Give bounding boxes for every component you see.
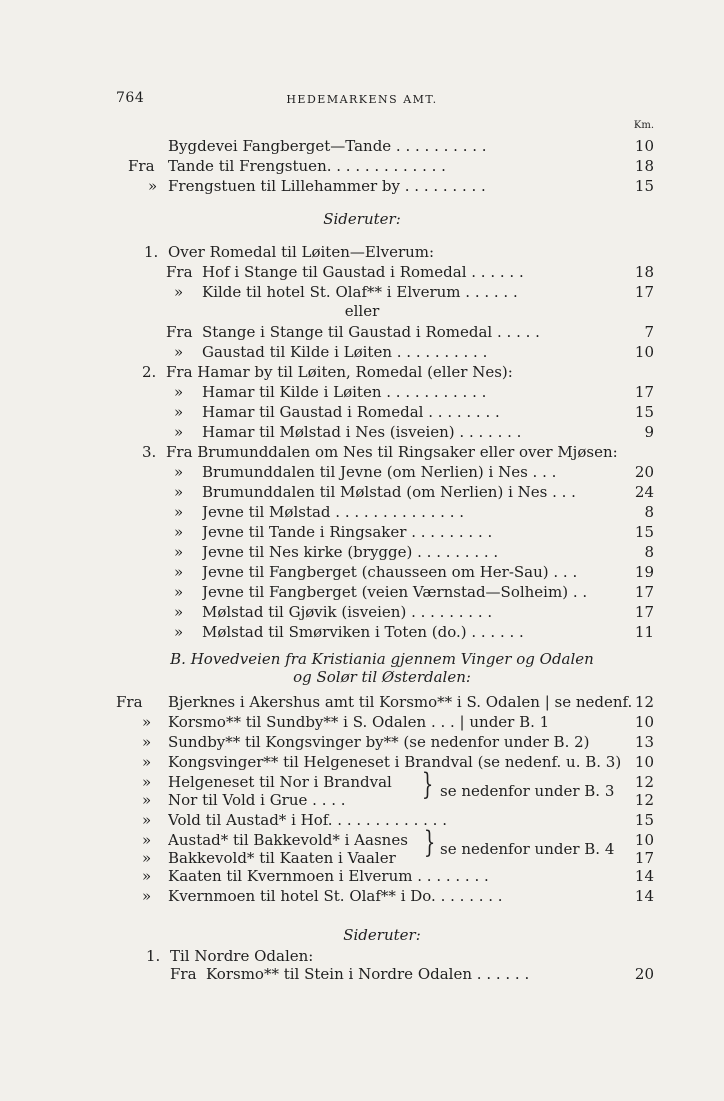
row-prefix: »	[174, 403, 184, 421]
brace-note: se nedenfor under B. 4	[440, 840, 615, 858]
row-prefix: »	[142, 791, 152, 809]
table-row	[166, 282, 654, 302]
row-text: Jevne til Fangberget (chausseen om Her-Sau) . . .	[202, 563, 578, 581]
table-row	[166, 542, 654, 562]
row-km: 20	[634, 965, 654, 983]
row-text: Austad* til Bakkevold* i Aasnes	[168, 831, 408, 849]
row-prefix: »	[142, 867, 152, 885]
running-title: HEDEMARKENS AMT.	[286, 93, 438, 106]
row-km: 24	[634, 483, 654, 501]
route-number: 1.	[144, 243, 159, 261]
row-prefix: »	[142, 733, 152, 751]
km-unit-label: Km.	[633, 120, 654, 131]
row-km: 15	[634, 811, 654, 829]
table-row	[116, 886, 654, 906]
row-prefix: »	[174, 563, 184, 581]
table-row	[116, 692, 654, 712]
table-row	[128, 156, 654, 176]
table-row	[166, 322, 654, 342]
row-km: 12	[634, 791, 654, 809]
row-km: 10	[634, 343, 654, 361]
route-title: Til Nordre Odalen:	[170, 947, 314, 965]
table-row	[128, 176, 654, 196]
row-km: 14	[634, 867, 654, 885]
table-row	[166, 562, 654, 582]
route-heading	[128, 946, 654, 966]
row-prefix: Fra	[166, 323, 193, 341]
row-text: Jevne til Mølstad . . . . . . . . . . . . . .	[202, 503, 465, 521]
row-text: Bygdevei Fangberget—Tande . . . . . . . . . .	[168, 137, 487, 155]
row-prefix: »	[142, 811, 152, 829]
row-text: Bakkevold* til Kaaten i Vaaler	[168, 849, 396, 867]
row-text: Vold til Austad* i Hof. . . . . . . . . . . . .	[168, 811, 447, 829]
row-prefix: »	[142, 753, 152, 771]
row-prefix: »	[174, 503, 184, 521]
row-km: 18	[634, 157, 654, 175]
row-km: 8	[644, 543, 654, 561]
row-text: Nor til Vold i Grue . . . .	[168, 791, 346, 809]
row-km: 12	[634, 773, 654, 791]
row-prefix: »	[142, 849, 152, 867]
table-row	[166, 422, 654, 442]
table-row	[166, 482, 654, 502]
row-text: Kaaten til Kvernmoen i Elverum . . . . . . . .	[168, 867, 489, 885]
row-km: 15	[634, 403, 654, 421]
row-text: Kilde til hotel St. Olaf** i Elverum . . . . . .	[202, 283, 518, 301]
table-row	[166, 342, 654, 362]
row-prefix: »	[174, 483, 184, 501]
row-km: 20	[634, 463, 654, 481]
row-text: Hamar til Gaustad i Romedal . . . . . . . .	[202, 403, 500, 421]
row-prefix: »	[174, 623, 184, 641]
row-text: Jevne til Nes kirke (brygge) . . . . . . . . .	[202, 543, 499, 561]
table-row	[116, 732, 654, 752]
table-row	[166, 382, 654, 402]
row-prefix: Fra	[170, 965, 197, 983]
row-text: Korsmo** til Sundby** i S. Odalen . . . | under B. 1	[168, 713, 550, 731]
row-km: 10	[634, 831, 654, 849]
row-text: Mølstad til Smørviken i Toten (do.) . . . . . .	[202, 623, 524, 641]
table-row	[166, 522, 654, 542]
table-row	[170, 964, 654, 984]
table-row	[128, 136, 654, 156]
row-km: 8	[644, 503, 654, 521]
row-prefix: »	[142, 887, 152, 905]
table-row	[166, 622, 654, 642]
row-prefix: »	[148, 177, 158, 195]
row-text: Stange i Stange til Gaustad i Romedal . . . . .	[202, 323, 540, 341]
route-number: 2.	[142, 363, 157, 381]
row-prefix: »	[174, 283, 184, 301]
row-text: Hof i Stange til Gaustad i Romedal . . . . . .	[202, 263, 524, 281]
row-text: Frengstuen til Lillehammer by . . . . . . . . .	[168, 177, 486, 195]
table-row	[166, 462, 654, 482]
table-row	[116, 810, 654, 830]
row-text: Jevne til Tande i Ringsaker . . . . . . . . .	[202, 523, 493, 541]
row-prefix: Fra	[128, 157, 155, 175]
row-km: 15	[634, 523, 654, 541]
table-row	[166, 262, 654, 282]
row-km: 10	[634, 713, 654, 731]
row-prefix: Fra	[116, 693, 143, 711]
row-prefix: »	[174, 343, 184, 361]
row-text: Brumunddalen til Jevne (om Nerlien) i Nes . . .	[202, 463, 557, 481]
row-km: 11	[634, 623, 654, 641]
row-prefix: »	[174, 523, 184, 541]
route-heading	[128, 442, 654, 462]
row-text: Kongsvinger** til Helgeneset i Brandval (se nedenf. u. B. 3)	[168, 753, 622, 771]
section-b-heading: B. Hovedveien fra Kristiania gjennem Vinger og Odalen	[170, 650, 594, 668]
row-text: Gaustad til Kilde i Løiten . . . . . . . . . .	[202, 343, 488, 361]
table-row	[166, 582, 654, 602]
row-km: 17	[634, 583, 654, 601]
row-prefix: »	[142, 713, 152, 731]
row-text: Jevne til Fangberget (veien Værnstad—Solheim) . .	[202, 583, 588, 601]
row-prefix: »	[142, 831, 152, 849]
row-text: Kvernmoen til hotel St. Olaf** i Do. . . . . . . .	[168, 887, 503, 905]
row-text: Brumunddalen til Mølstad (om Nerlien) i Nes . . .	[202, 483, 576, 501]
brace-note: se nedenfor under B. 3	[440, 782, 615, 800]
table-row	[116, 712, 654, 732]
sideruter-heading: Sideruter:	[343, 926, 421, 944]
row-prefix: »	[174, 543, 184, 561]
row-text: Korsmo** til Stein i Nordre Odalen . . . . . .	[206, 965, 530, 983]
table-row	[166, 502, 654, 522]
row-prefix: »	[174, 383, 184, 401]
row-km: 13	[634, 733, 654, 751]
row-text: Tande til Frengstuen. . . . . . . . . . . . .	[168, 157, 446, 175]
brace-glyph: }	[421, 767, 434, 802]
row-prefix: Fra	[166, 263, 193, 281]
eller-text: eller	[344, 302, 380, 320]
row-km: 17	[634, 603, 654, 621]
row-text: Sundby** til Kongsvinger by** (se nedenfor under B. 2)	[168, 733, 590, 751]
row-km: 19	[634, 563, 654, 581]
row-km: 12	[634, 693, 654, 711]
row-km: 18	[634, 263, 654, 281]
row-text: Mølstad til Gjøvik (isveien) . . . . . . . . .	[202, 603, 493, 621]
route-number: 3.	[142, 443, 157, 461]
table-row	[116, 752, 654, 772]
route-number: 1.	[146, 947, 161, 965]
row-prefix: »	[174, 423, 184, 441]
row-text: Hamar til Mølstad i Nes (isveien) . . . . . . .	[202, 423, 522, 441]
row-km: 10	[634, 137, 654, 155]
section-b-subheading: og Solør til Østerdalen:	[293, 668, 471, 686]
route-heading	[128, 362, 654, 382]
row-prefix: »	[142, 773, 152, 791]
row-km: 17	[634, 383, 654, 401]
route-heading	[128, 242, 654, 262]
row-km: 9	[644, 423, 654, 441]
sideruter-heading: Sideruter:	[323, 210, 401, 228]
route-title: Fra Brumunddalen om Nes til Ringsaker eller over Mjøsen:	[166, 443, 618, 461]
row-km: 14	[634, 887, 654, 905]
table-row	[116, 866, 654, 886]
row-km: 10	[634, 753, 654, 771]
row-km: 7	[644, 323, 654, 341]
row-prefix: »	[174, 463, 184, 481]
row-prefix: »	[174, 603, 184, 621]
table-row	[166, 602, 654, 622]
row-km: 17	[634, 283, 654, 301]
route-title: Over Romedal til Løiten—Elverum:	[168, 243, 435, 261]
row-km: 15	[634, 177, 654, 195]
row-text: Bjerknes i Akershus amt til Korsmo** i S. Odalen | se nedenf.	[168, 693, 633, 711]
page-number: 764	[116, 90, 145, 106]
row-km: 17	[634, 849, 654, 867]
table-row	[166, 402, 654, 422]
row-text: Hamar til Kilde i Løiten . . . . . . . . . . .	[202, 383, 487, 401]
route-title: Fra Hamar by til Løiten, Romedal (eller Nes):	[166, 363, 513, 381]
row-text: Helgeneset til Nor i Brandval	[168, 773, 392, 791]
row-prefix: »	[174, 583, 184, 601]
brace-glyph: }	[423, 825, 436, 860]
